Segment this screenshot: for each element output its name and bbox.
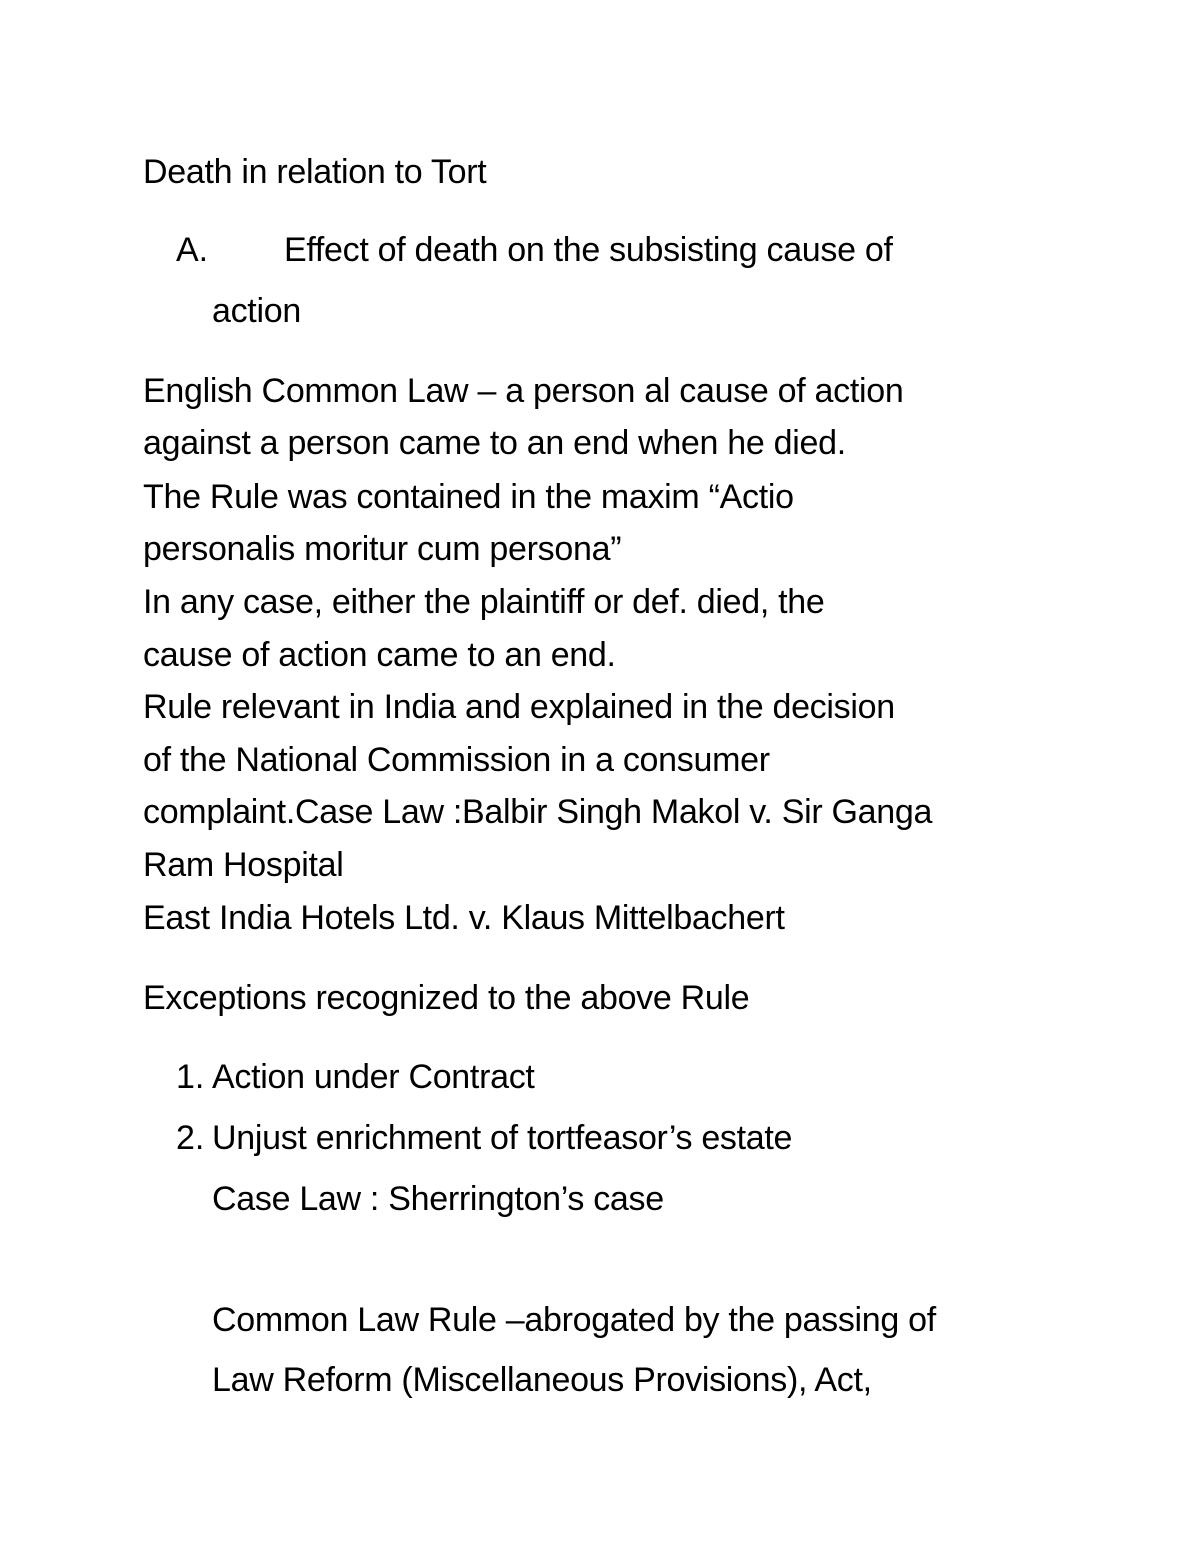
exception-number: 1.: [176, 1058, 205, 1096]
paragraph-line: against a person came to an end when he died.: [143, 424, 846, 462]
paragraph-line: The Rule was contained in the maxim “Actio: [143, 478, 794, 516]
paragraph-line: Ram Hospital: [143, 846, 344, 884]
document-title: Death in relation to Tort: [143, 153, 487, 191]
exception-text: Unjust enrichment of tortfeasor’s estate: [212, 1119, 793, 1157]
exception-number: 2.: [176, 1119, 205, 1157]
paragraph-line: English Common Law – a person al cause of action: [143, 372, 904, 410]
exception-text: Action under Contract: [212, 1058, 535, 1096]
paragraph-line: In any case, either the plaintiff or def. died, the: [143, 583, 825, 621]
common-law-line: Law Reform (Miscellaneous Provisions), Act,: [212, 1361, 872, 1399]
common-law-line: Common Law Rule –abrogated by the passing of: [212, 1301, 936, 1339]
paragraph-line: East India Hotels Ltd. v. Klaus Mittelbachert: [143, 899, 785, 937]
section-a-marker: A.: [176, 231, 209, 269]
section-a-heading-line-1: Effect of death on the subsisting cause of: [284, 231, 893, 269]
paragraph-line: Rule relevant in India and explained in the decision: [143, 688, 895, 726]
case-law-line: Case Law : Sherrington’s case: [212, 1180, 664, 1218]
paragraph-line: personalis moritur cum persona”: [143, 530, 622, 568]
section-a-heading-line-2: action: [212, 292, 301, 330]
exceptions-heading: Exceptions recognized to the above Rule: [143, 979, 750, 1017]
paragraph-line: complaint.Case Law :Balbir Singh Makol v. Sir Ganga: [143, 793, 933, 831]
paragraph-line: cause of action came to an end.: [143, 636, 616, 674]
paragraph-line: of the National Commission in a consumer: [143, 741, 770, 779]
